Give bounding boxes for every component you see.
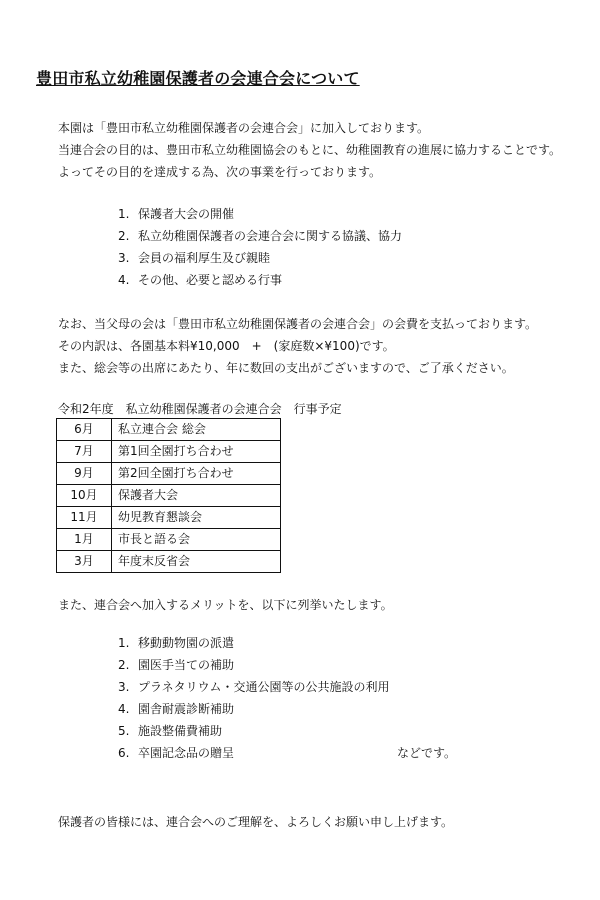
event-cell: 第2回全園打ち合わせ bbox=[112, 463, 281, 485]
closing-text: 保護者の皆様には、連合会へのご理解を、よろしくお願い申し上げます。 bbox=[58, 815, 454, 829]
list-item bbox=[118, 720, 390, 742]
list-text: 園舎耐震診断補助 bbox=[138, 702, 235, 716]
list-item bbox=[118, 698, 390, 720]
event-cell: 幼児教育懇談会 bbox=[112, 507, 281, 529]
list-number: 6. bbox=[118, 746, 130, 760]
list-text: 園医手当ての補助 bbox=[138, 658, 235, 672]
fees-line: なお、当父母の会は「豊田市私立幼稚園保護者の会連合会」の会費を支払っております。 bbox=[58, 317, 538, 331]
list-number: 4. bbox=[118, 273, 130, 287]
month-cell: 3月 bbox=[57, 551, 112, 573]
list-text: その他、必要と認める行事 bbox=[138, 273, 283, 287]
event-cell: 年度末反省会 bbox=[112, 551, 281, 573]
merits-intro bbox=[58, 594, 393, 616]
merits-suffix: などです。 bbox=[397, 746, 457, 760]
table-row bbox=[57, 419, 281, 441]
page-title: 豊田市私立幼稚園保護者の会連合会について bbox=[36, 69, 360, 88]
list-number: 4. bbox=[118, 702, 130, 716]
fees-line: その内訳は、各園基本料¥10,000 + (家庭数×¥100)です。 bbox=[58, 339, 395, 353]
list-number: 3. bbox=[118, 680, 130, 694]
list-text: 卒園記念品の贈呈 bbox=[138, 746, 235, 760]
list-number: 1. bbox=[118, 636, 130, 650]
list-number: 2. bbox=[118, 229, 130, 243]
list-number: 1. bbox=[118, 207, 130, 221]
intro-line: 本園は「豊田市私立幼稚園保護者の会連合会」に加入しております。 bbox=[58, 121, 430, 135]
list-item bbox=[118, 742, 390, 764]
list-text: 保護者大会の開催 bbox=[138, 207, 235, 221]
schedule-table bbox=[56, 418, 281, 573]
list-item bbox=[118, 654, 390, 676]
fees-paragraph bbox=[58, 313, 537, 379]
list-item bbox=[118, 247, 402, 269]
table-row bbox=[57, 485, 281, 507]
list-number: 3. bbox=[118, 251, 130, 265]
list-item bbox=[118, 632, 390, 654]
list-text: 会員の福利厚生及び親睦 bbox=[138, 251, 271, 265]
list-text: プラネタリウム・交通公園等の公共施設の利用 bbox=[138, 680, 390, 694]
month-cell: 10月 bbox=[57, 485, 112, 507]
month-cell: 7月 bbox=[57, 441, 112, 463]
list-text: 施設整備費補助 bbox=[138, 724, 223, 738]
list-item bbox=[118, 676, 390, 698]
merits-intro-line: また、連合会へ加入するメリットを、以下に列挙いたします。 bbox=[58, 598, 393, 612]
event-cell: 保護者大会 bbox=[112, 485, 281, 507]
month-cell: 6月 bbox=[57, 419, 112, 441]
list-number: 2. bbox=[118, 658, 130, 672]
fees-line: また、総会等の出席にあたり、年に数回の支出がございますので、ご了承ください。 bbox=[58, 361, 514, 375]
projects-list bbox=[118, 203, 402, 291]
event-cell: 第1回全園打ち合わせ bbox=[112, 441, 281, 463]
month-cell: 11月 bbox=[57, 507, 112, 529]
list-text: 私立幼稚園保護者の会連合会に関する協議、協力 bbox=[138, 229, 403, 243]
table-row bbox=[57, 529, 281, 551]
list-text: 移動動物園の派遣 bbox=[138, 636, 235, 650]
event-cell: 市長と語る会 bbox=[112, 529, 281, 551]
month-cell: 1月 bbox=[57, 529, 112, 551]
merits-list bbox=[118, 632, 390, 764]
list-item bbox=[118, 269, 402, 291]
table-row bbox=[57, 463, 281, 485]
intro-paragraph bbox=[58, 117, 561, 183]
list-number: 5. bbox=[118, 724, 130, 738]
table-row bbox=[57, 441, 281, 463]
table-row bbox=[57, 551, 281, 573]
event-cell: 私立連合会 総会 bbox=[112, 419, 281, 441]
intro-line: 当連合会の目的は、豊田市私立幼稚園協会のもとに、幼稚園教育の進展に協力することです。 bbox=[58, 143, 562, 157]
list-item bbox=[118, 225, 402, 247]
table-row bbox=[57, 507, 281, 529]
intro-line: よってその目的を達成する為、次の事業を行っております。 bbox=[58, 165, 382, 179]
month-cell: 9月 bbox=[57, 463, 112, 485]
list-item bbox=[118, 203, 402, 225]
schedule-title: 令和2年度 私立幼稚園保護者の会連合会 行事予定 bbox=[58, 402, 342, 416]
